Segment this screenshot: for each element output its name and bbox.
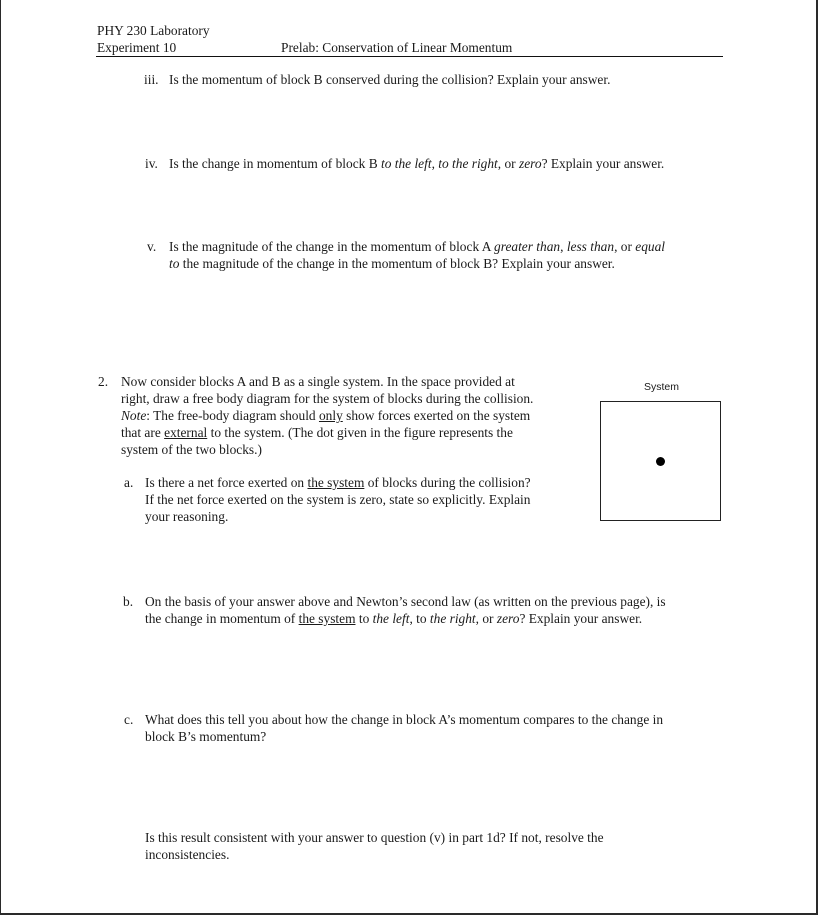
question-2c-line2: block B’s momentum? [145, 729, 267, 744]
question-2-line3: Note: The free-body diagram should only show forces exerted on the system [121, 408, 531, 423]
course-title: PHY 230 Laboratory [97, 23, 210, 38]
question-2a-label: a. [124, 475, 134, 490]
question-2-label: 2. [98, 374, 109, 389]
header-rule [96, 56, 723, 57]
question-v-line1: Is the magnitude of the change in the momentum of block A greater than, less than, or equal [169, 239, 666, 254]
question-2-line4: that are external to the system. (The dot given in the figure represents the [121, 425, 513, 440]
followup-line2: inconsistencies. [145, 847, 230, 862]
question-iii-label: iii. [144, 72, 159, 87]
question-v-line2: to the magnitude of the change in the momentum of block B? Explain your answer. [169, 256, 615, 271]
question-2-line2: right, draw a free body diagram for the system of blocks during the collision. [121, 391, 534, 406]
followup-line1: Is this result consistent with your answer to question (v) in part 1d? If not, resolve the [145, 830, 604, 845]
question-2-line1: Now consider blocks A and B as a single system. In the space provided at [121, 374, 515, 389]
prelab-title: Prelab: Conservation of Linear Momentum [281, 40, 513, 55]
question-2-line5: system of the two blocks.) [121, 442, 262, 457]
question-iv-label: iv. [145, 156, 158, 171]
question-2b-label: b. [123, 594, 134, 609]
question-iii-text: Is the momentum of block B conserved during the collision? Explain your answer. [169, 72, 611, 87]
question-v-label: v. [147, 239, 157, 254]
system-label: System [644, 381, 680, 393]
question-2b-line1: On the basis of your answer above and Newton’s second law (as written on the previous page), is [145, 594, 666, 609]
question-iv-text: Is the change in momentum of block B to the left, to the right, or zero? Explain your answer. [169, 156, 665, 171]
experiment-number: Experiment 10 [97, 40, 177, 55]
system-dot [656, 457, 665, 466]
question-2b-line2: the change in momentum of the system to the left, to the right, or zero? Explain your answer. [145, 611, 643, 626]
question-2c-line1: What does this tell you about how the change in block A’s momentum compares to the change in [145, 712, 664, 727]
question-2a-line1: Is there a net force exerted on the system of blocks during the collision? [145, 475, 531, 490]
question-2a-line3: your reasoning. [145, 509, 229, 524]
question-2a-line2: If the net force exerted on the system is zero, state so explicitly. Explain [145, 492, 531, 507]
question-2c-label: c. [124, 712, 134, 727]
